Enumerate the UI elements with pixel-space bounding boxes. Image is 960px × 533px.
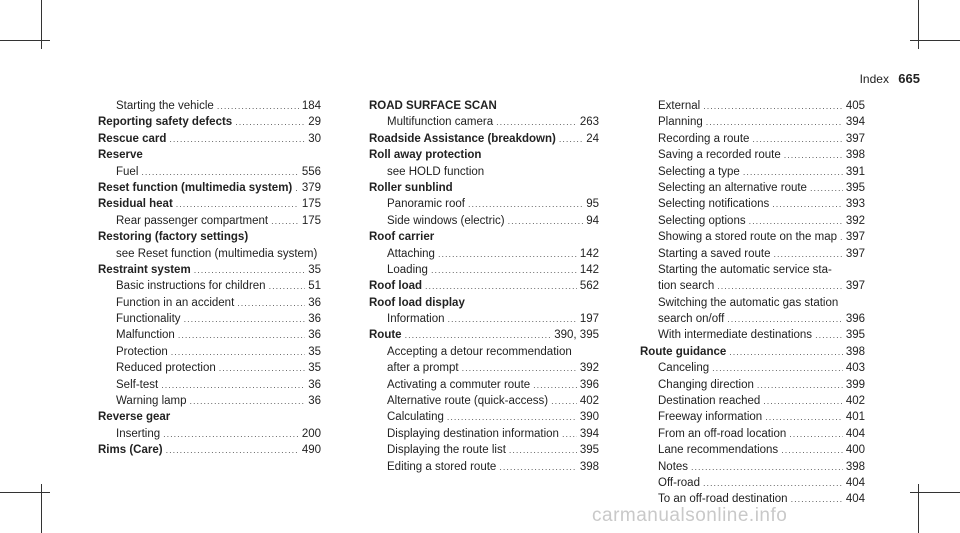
entry-term: Reserve [98, 149, 143, 162]
entry-term: Route guidance [640, 345, 727, 358]
dot-leader [749, 213, 843, 229]
dot-leader [447, 409, 577, 425]
index-entry [98, 164, 321, 180]
entry-term: Accepting a detour recommendation [387, 345, 572, 358]
entry-term: Destination reached [658, 395, 761, 408]
entry-page-ref[interactable]: 404 [845, 476, 865, 489]
index-column-2 [369, 98, 599, 475]
index-entry [98, 196, 321, 212]
entry-term: Function in an accident [116, 296, 235, 309]
dot-leader [784, 147, 843, 163]
entry-term: Rims (Care) [98, 444, 163, 457]
entry-page-ref[interactable]: 404 [845, 493, 865, 506]
entry-term: From an off-road location [658, 427, 787, 440]
entry-term: Panoramic roof [387, 198, 465, 211]
dot-leader [533, 377, 577, 393]
entry-page-ref[interactable]: 398 [579, 460, 599, 473]
entry-page-ref[interactable]: 393 [845, 198, 865, 211]
dot-leader [757, 377, 843, 393]
entry-page-ref[interactable]: 175 [301, 214, 321, 227]
entry-page-ref[interactable]: 398 [845, 149, 865, 162]
entry-term: Recording a route [658, 132, 750, 145]
index-entry [369, 311, 599, 327]
dot-leader [765, 409, 843, 425]
index-entry [640, 213, 865, 229]
index-entry [98, 442, 321, 458]
crop-mark [41, 0, 42, 49]
index-entry [369, 442, 599, 458]
dot-leader [141, 164, 298, 180]
entry-term: Planning [658, 116, 703, 129]
entry-page-ref[interactable]: 390 [579, 411, 599, 424]
entry-page-ref[interactable]: 95 [586, 198, 599, 211]
index-entry [640, 426, 865, 442]
entry-page-ref[interactable]: 35 [308, 362, 321, 375]
entry-page-ref[interactable]: 35 [308, 345, 321, 358]
entry-page-ref[interactable]: 562 [579, 280, 599, 293]
dot-leader [171, 344, 305, 360]
entry-term: Residual heat [98, 198, 173, 211]
index-entry [640, 360, 865, 376]
entry-page-ref[interactable]: 395 [845, 181, 865, 194]
index-entry [369, 246, 599, 262]
dot-leader [717, 278, 843, 294]
entry-term: Protection [116, 345, 168, 358]
dot-leader [237, 295, 305, 311]
index-entry [98, 114, 321, 130]
dot-leader [166, 442, 299, 458]
dot-leader [559, 131, 583, 147]
dot-leader [468, 196, 583, 212]
dot-leader [743, 164, 843, 180]
dot-leader [815, 327, 843, 343]
entry-term: Displaying the route list [387, 444, 506, 457]
dot-leader [425, 278, 577, 294]
entry-term: Activating a commuter route [387, 378, 531, 391]
entry-page-ref[interactable]: 401 [845, 411, 865, 424]
index-entry [98, 393, 321, 409]
entry-term: Changing direction [658, 378, 754, 391]
entry-term: Starting a saved route [658, 247, 771, 260]
entry-page-ref[interactable]: 24 [586, 132, 599, 145]
entry-term: Side windows (electric) [387, 214, 505, 227]
index-entry [640, 196, 865, 212]
entry-page-ref[interactable]: 36 [308, 313, 321, 326]
entry-page-ref[interactable]: 394 [579, 427, 599, 440]
entry-page-ref[interactable]: 399 [845, 378, 865, 391]
dot-leader [496, 114, 577, 130]
index-entry [98, 180, 321, 196]
entry-term: Editing a stored route [387, 460, 497, 473]
watermark: carmanualsonline.info [592, 505, 788, 526]
entry-term: Off-road [658, 476, 700, 489]
entry-page-ref[interactable]: 36 [308, 378, 321, 391]
entry-page-ref[interactable]: 142 [579, 247, 599, 260]
entry-term: Starting the vehicle [116, 100, 214, 112]
entry-page-ref[interactable]: 398 [845, 345, 865, 358]
entry-page-ref[interactable]: 395 [845, 329, 865, 342]
dot-leader [448, 311, 577, 327]
index-column-1 [98, 98, 321, 459]
index-entry [369, 131, 599, 147]
entry-page-ref[interactable]: 397 [845, 247, 865, 260]
index-entry [369, 98, 599, 114]
dot-leader [163, 426, 299, 442]
dot-leader [727, 311, 843, 327]
index-entry [98, 213, 321, 229]
entry-term: search on/off [658, 313, 725, 326]
entry-page-ref[interactable]: 30 [308, 132, 321, 145]
entry-term: Roller sunblind [369, 181, 453, 194]
dot-leader [562, 426, 577, 442]
index-entry [640, 98, 865, 114]
entry-term: Reporting safety defects [98, 116, 233, 129]
dot-leader [161, 377, 305, 393]
index-entry [98, 295, 321, 311]
dot-leader [190, 393, 306, 409]
crop-mark [910, 492, 960, 493]
index-entry [98, 229, 321, 245]
entry-page-ref[interactable]: 397 [845, 231, 865, 244]
index-entry [98, 360, 321, 376]
entry-term: Freeway information [658, 411, 763, 424]
entry-page-ref[interactable]: 263 [579, 116, 599, 129]
index-entry [640, 262, 865, 278]
entry-term: Fuel [116, 165, 139, 178]
index-entry [640, 246, 865, 262]
entry-term: Calculating [387, 411, 444, 424]
index-entry [640, 131, 865, 147]
entry-page-ref[interactable]: 395 [579, 444, 599, 457]
index-entry [369, 278, 599, 294]
dot-leader [763, 393, 843, 409]
entry-page-ref[interactable]: 379 [301, 181, 321, 194]
header-title: Index [859, 72, 889, 86]
entry-term: Selecting an alternative route [658, 181, 807, 194]
dot-leader [703, 475, 843, 491]
index-entry [369, 459, 599, 475]
entry-page-ref[interactable]: 396 [845, 313, 865, 326]
index-entry [98, 344, 321, 360]
entry-term: Lane recommendations [658, 444, 779, 457]
entry-term: Route [369, 329, 402, 342]
dot-leader [712, 360, 843, 376]
entry-term: Rear passenger compartment [116, 214, 269, 227]
entry-page-ref[interactable]: 392 [579, 362, 599, 375]
dot-leader [703, 98, 843, 114]
index-entry [98, 426, 321, 442]
entry-term: tion search [658, 280, 715, 293]
index-entry [369, 147, 599, 163]
entry-term: see HOLD function [387, 165, 485, 178]
index-column-3 [640, 98, 865, 508]
entry-page-ref[interactable]: 200 [301, 427, 321, 440]
entry-page-ref[interactable]: 400 [845, 444, 865, 457]
dot-leader [772, 196, 843, 212]
dot-leader [499, 459, 576, 475]
index-entry [640, 311, 865, 327]
entry-page-ref[interactable]: 175 [301, 198, 321, 211]
dot-leader [184, 311, 306, 327]
index-entry [98, 147, 321, 163]
dot-leader [269, 278, 306, 294]
index-entry [640, 459, 865, 475]
index-entry [640, 327, 865, 343]
index-entry [369, 213, 599, 229]
entry-term: Reduced protection [116, 362, 216, 375]
dot-leader [509, 442, 577, 458]
entry-term: Basic instructions for children [116, 280, 266, 293]
entry-page-ref[interactable]: 51 [308, 280, 321, 293]
index-entry [369, 426, 599, 442]
index-entry [640, 295, 865, 311]
entry-term: External [658, 100, 701, 112]
entry-page-ref[interactable]: 35 [308, 263, 321, 276]
dot-leader [691, 459, 843, 475]
dot-leader [431, 262, 577, 278]
entry-term: Rescue card [98, 132, 167, 145]
dot-leader [729, 344, 843, 360]
dot-leader [781, 442, 843, 458]
entry-page-ref[interactable]: 142 [579, 263, 599, 276]
index-entry [98, 311, 321, 327]
entry-term: Malfunction [116, 329, 175, 342]
crop-mark [918, 0, 919, 49]
dot-leader [508, 213, 584, 229]
entry-page-ref[interactable]: 392 [845, 214, 865, 227]
entry-term: Information [387, 313, 445, 326]
index-entry [640, 180, 865, 196]
entry-page-ref[interactable]: 556 [301, 165, 321, 178]
dot-leader [551, 393, 577, 409]
entry-page-ref[interactable]: 490 [301, 444, 321, 457]
index-entry [369, 377, 599, 393]
index-entry [369, 262, 599, 278]
entry-term: after a prompt [387, 362, 459, 375]
index-entry [98, 278, 321, 294]
index-entry [369, 344, 599, 360]
entry-page-ref[interactable]: 396 [579, 378, 599, 391]
index-entry [369, 409, 599, 425]
dot-leader [178, 327, 305, 343]
entry-term: Roadside Assistance (breakdown) [369, 132, 556, 145]
entry-page-ref[interactable]: 405 [845, 100, 865, 112]
entry-page-ref[interactable]: 36 [308, 296, 321, 309]
index-entry [640, 442, 865, 458]
index-entry [369, 180, 599, 196]
index-entry [640, 377, 865, 393]
dot-leader [217, 98, 299, 114]
dot-leader [405, 327, 552, 343]
entry-page-ref[interactable]: 390, 395 [554, 329, 599, 342]
entry-term: Multifunction camera [387, 116, 494, 129]
entry-term: Warning lamp [116, 395, 187, 408]
index-entry [640, 393, 865, 409]
dot-leader [176, 196, 299, 212]
crop-mark [0, 40, 50, 41]
entry-page-ref[interactable]: 402 [579, 395, 599, 408]
dot-leader [438, 246, 577, 262]
index-entry [640, 344, 865, 360]
entry-page-ref[interactable]: 36 [308, 329, 321, 342]
entry-page-ref[interactable]: 184 [301, 100, 321, 112]
entry-term: Reverse gear [98, 411, 171, 424]
dot-leader [791, 491, 843, 507]
entry-term: Selecting options [658, 214, 746, 227]
entry-term: Roll away protection [369, 149, 482, 162]
dot-leader [194, 262, 306, 278]
entry-term: Functionality [116, 313, 181, 326]
dot-leader [235, 114, 305, 130]
dot-leader [271, 213, 299, 229]
index-entry [369, 196, 599, 212]
entry-page-ref[interactable]: 404 [845, 427, 865, 440]
entry-term: Selecting notifications [658, 198, 770, 211]
entry-term: Reset function (multimedia system) [98, 181, 293, 194]
entry-term: With intermediate destinations [658, 329, 813, 342]
dot-leader [219, 360, 305, 376]
dot-leader [462, 360, 577, 376]
entry-term: ROAD SURFACE SCAN [369, 100, 497, 112]
dot-leader [810, 180, 843, 196]
entry-page-ref[interactable]: 94 [586, 214, 599, 227]
entry-term: Restraint system [98, 263, 191, 276]
index-entry [369, 164, 599, 180]
index-entry [369, 229, 599, 245]
entry-page-ref[interactable]: 402 [845, 395, 865, 408]
entry-term: Self-test [116, 378, 159, 391]
index-entry [98, 131, 321, 147]
entry-term: Starting the automatic service sta- [658, 263, 832, 276]
entry-term: Displaying destination information [387, 427, 559, 440]
entry-page-ref[interactable]: 397 [845, 280, 865, 293]
index-entry [369, 114, 599, 130]
entry-term: Roof carrier [369, 231, 435, 244]
index-entry [640, 229, 865, 245]
entry-term: Notes [658, 460, 689, 473]
page-header [860, 71, 920, 86]
crop-mark [910, 40, 960, 41]
dot-leader [752, 131, 842, 147]
entry-term: To an off-road destination [658, 493, 788, 506]
entry-page-ref[interactable]: 398 [845, 460, 865, 473]
entry-page-ref[interactable]: 397 [845, 132, 865, 145]
entry-term: Inserting [116, 427, 161, 440]
index-entry [369, 393, 599, 409]
index-entry [640, 147, 865, 163]
entry-term: Restoring (factory settings) [98, 231, 249, 244]
entry-term: Canceling [658, 362, 710, 375]
index-entry [640, 114, 865, 130]
entry-term: see Reset function (multimedia system) [116, 247, 318, 260]
entry-page-ref[interactable]: 394 [845, 116, 865, 129]
dot-leader [774, 246, 843, 262]
index-entry [640, 409, 865, 425]
entry-page-ref[interactable]: 403 [845, 362, 865, 375]
page-number: 665 [898, 71, 920, 86]
entry-term: Attaching [387, 247, 435, 260]
index-entry [98, 246, 321, 262]
index-entry [98, 409, 321, 425]
entry-page-ref[interactable]: 29 [308, 116, 321, 129]
entry-page-ref[interactable]: 197 [579, 313, 599, 326]
index-entry [369, 360, 599, 376]
index-entry [369, 327, 599, 343]
entry-term: Roof load display [369, 296, 465, 309]
dot-leader [789, 426, 843, 442]
dot-leader [706, 114, 843, 130]
index-entry [98, 327, 321, 343]
entry-term: Alternative route (quick-access) [387, 395, 549, 408]
dot-leader [169, 131, 305, 147]
entry-page-ref[interactable]: 391 [845, 165, 865, 178]
crop-mark [0, 492, 50, 493]
entry-term: Saving a recorded route [658, 149, 781, 162]
dot-leader [295, 180, 299, 196]
index-entry [98, 262, 321, 278]
entry-term: Switching the automatic gas station [658, 296, 839, 309]
index-entry [640, 164, 865, 180]
index-entry [369, 295, 599, 311]
index-entry [98, 98, 321, 114]
index-entry [640, 475, 865, 491]
entry-term: Showing a stored route on the map [658, 231, 838, 244]
entry-term: Loading [387, 263, 428, 276]
entry-term: Roof load [369, 280, 423, 293]
index-entry [640, 278, 865, 294]
index-entry [98, 377, 321, 393]
dot-leader [840, 229, 843, 245]
entry-page-ref[interactable]: 36 [308, 395, 321, 408]
entry-term: Selecting a type [658, 165, 740, 178]
